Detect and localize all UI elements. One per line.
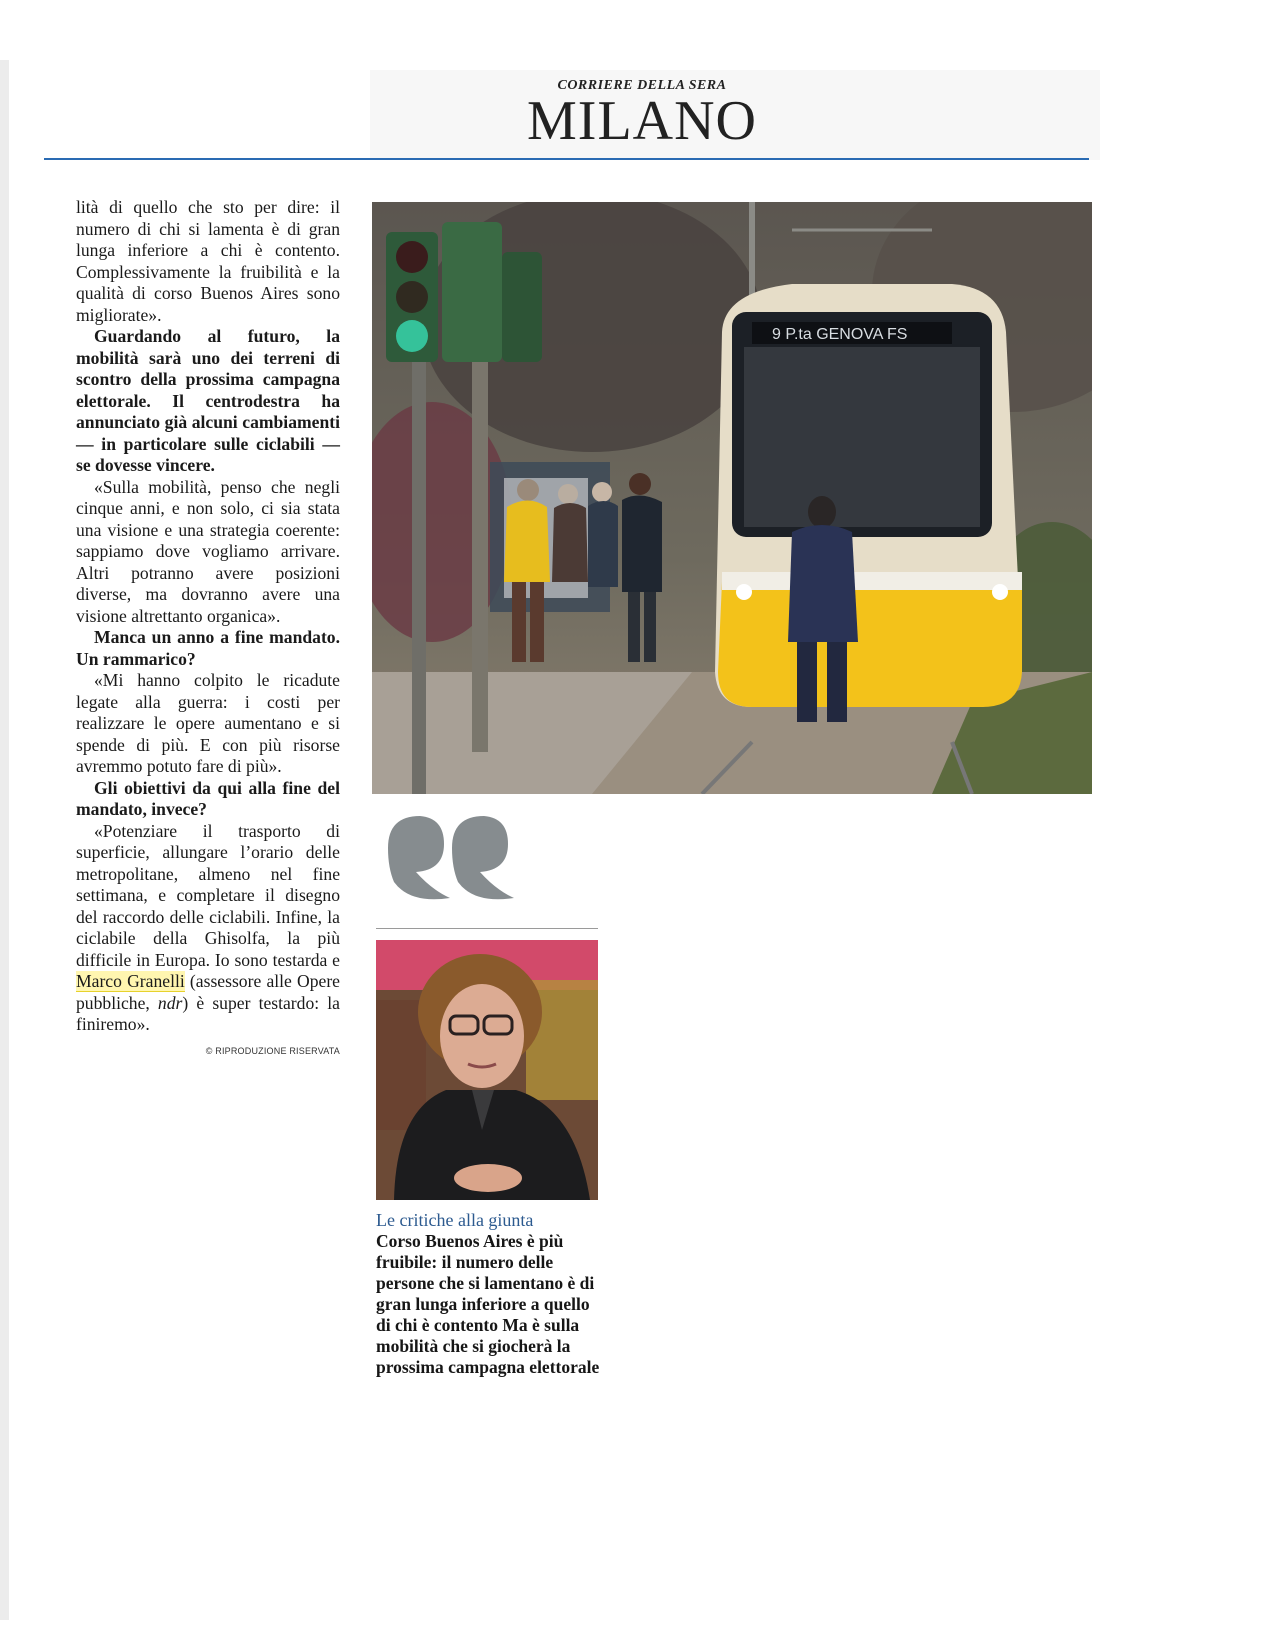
ndr-note: ndr xyxy=(157,992,183,1013)
tram-photo-illustration xyxy=(372,202,1092,794)
interview-question: Gli obiettivi da qui alla fine del mandato, invece? xyxy=(76,777,340,819)
copyright-notice: © RIPRODUZIONE RISERVATA xyxy=(205,1045,340,1056)
portrait-illustration xyxy=(376,940,598,1200)
paragraph: lità di quello che sto per dire: il numero di chi si lamenta è di gran lunga inferiore a chi è contento. Complessivamente la fruibilità e la qualità di corso Buenos Aires sono migliorate». xyxy=(76,197,340,325)
photo-caption xyxy=(376,1210,606,1378)
article-column xyxy=(76,197,340,1062)
caption-body: Corso Buenos Aires è più fruibile: il numero delle persone che si lamentano è di gran lunga inferiore a quello di chi è contento Ma è sulla mobilità che si giocherà la prossima campagna elettorale xyxy=(376,1231,600,1377)
caption-title: Le critiche alla giunta xyxy=(376,1210,534,1230)
tram-destination-sign: 9 P.ta GENOVA FS xyxy=(772,326,908,343)
tram-photo xyxy=(372,202,1092,794)
answer-text: (assessore alle Opere pubbliche, xyxy=(76,971,340,1013)
page-edge-shadow xyxy=(0,60,9,1620)
interview-question: Guardando al futuro, la mobilità sarà uno dei terreni di scontro della prossima campagna elettorale. Il centrodestra ha annunciato già alcuni cambiamenti — in particolare sulle ciclabili — se dovesse vincere. xyxy=(76,326,340,475)
interview-answer: «Sulla mobilità, penso che negli cinque anni, e non solo, ci sia stata una visione e una strategia coerente: sappiamo dove vogliamo arrivare. Altri potranno avere posizioni diverse, ma dovranno avere una visione altrettanto organica». xyxy=(76,476,340,626)
masthead-city-title: MILANO xyxy=(527,90,757,152)
quote-divider xyxy=(376,928,598,929)
answer-text: «Potenziare il trasporto di superficie, allungare l’orario delle metropolitane, almeno nel fine settimana, e completare il disegno del raccordo delle ciclabili. Infine, la ciclabile della Ghisolfa, la più difficile in Europa. Io sono testarda e xyxy=(76,820,340,970)
interview-answer: «Mi hanno colpito le ricadute legate alla guerra: i costi per realizzare le opere aumentano e si spende di più. E con più risorse avremmo potuto fare di più». xyxy=(76,670,340,776)
highlighted-name: Marco Granelli xyxy=(76,971,185,991)
masthead-rule xyxy=(44,158,1089,160)
portrait-photo xyxy=(376,940,598,1200)
interview-answer xyxy=(76,821,340,1036)
masthead-newspaper-name: CORRIERE DELLA SERA xyxy=(557,78,727,93)
interview-question: Manca un anno a fine mandato. Un rammarico? xyxy=(76,627,340,669)
quote-mark-icon xyxy=(380,808,520,923)
answer-text: ) è super testardo: la finiremo». xyxy=(76,992,340,1034)
